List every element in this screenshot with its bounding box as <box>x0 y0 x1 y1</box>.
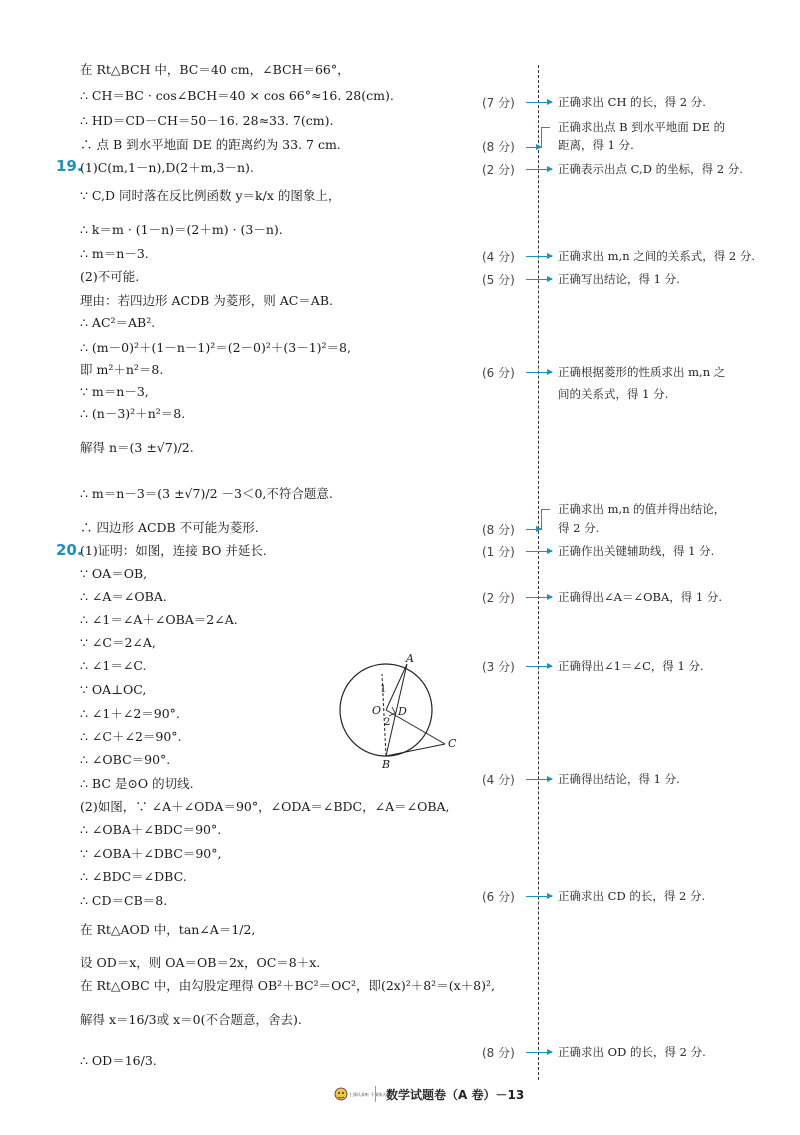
circle-geometry-figure <box>336 652 466 770</box>
arrow-connector <box>526 666 552 667</box>
solution-line: ∵ OA⊥OC, <box>80 682 147 697</box>
scoring-note: 正确求出 m,n 之间的关系式，得 2 分. <box>558 249 756 263</box>
arrow-connector <box>526 551 552 552</box>
arrow-connector <box>526 779 552 780</box>
solution-line: ∵ ∠C＝2∠A, <box>80 635 156 650</box>
solution-line: ∴ ∠1＝∠C. <box>80 658 147 673</box>
solution-line: ∴ ∠C＋∠2＝90°. <box>80 729 182 744</box>
solution-line: 设 OD＝x，则 OA＝OB＝2x，OC＝8＋x. <box>80 955 321 970</box>
logo-text: 上课认真听 下课练天天 <box>349 1092 391 1097</box>
solution-line: ∵ OA＝OB, <box>80 566 148 581</box>
scoring-note: 正确根据菱形的性质求出 m,n 之 <box>558 365 726 379</box>
solution-line: 解得 n＝(3 ±√7)/2. <box>80 440 194 455</box>
score-label: (8 分) <box>482 1046 515 1060</box>
solution-line: ∴ ∠OBC＝90°. <box>80 752 171 767</box>
score-label: (5 分) <box>482 273 515 287</box>
segment-oc <box>386 710 445 744</box>
solution-line: ∴ (m－0)²＋(1－n－1)²＝(2－0)²＋(3－1)²＝8, <box>80 340 351 355</box>
scoring-note: 正确得出∠A＝∠OBA，得 1 分. <box>558 590 723 604</box>
score-label: (8 分) <box>482 523 515 537</box>
arrow-connector <box>526 169 552 170</box>
solution-line: ∴ HD＝CD－CH＝50－16. 28≈33. 7(cm). <box>80 113 334 128</box>
score-label: (1 分) <box>482 545 515 559</box>
arrow-connector <box>526 529 541 530</box>
solution-line: 理由：若四边形 ACDB 为菱形，则 AC＝AB. <box>80 293 333 308</box>
scoring-note: 间的关系式，得 1 分. <box>558 387 669 401</box>
scoring-note: 得 2 分. <box>558 521 600 535</box>
arrow-connector <box>526 256 552 257</box>
solution-line: ∴ k＝m · (1－n)＝(2＋m) · (3－n). <box>80 222 283 237</box>
arrow-connector <box>526 279 552 280</box>
score-label: (2 分) <box>482 591 515 605</box>
scoring-note: 正确求出 m,n 的值并得出结论， <box>558 502 726 516</box>
solution-line: ∴ ∠BDC＝∠DBC. <box>80 869 187 884</box>
logo-mascot-icon <box>334 1084 391 1106</box>
score-label: (4 分) <box>482 773 515 787</box>
margin-divider <box>538 65 539 1080</box>
scoring-note: 距离，得 1 分. <box>558 138 634 152</box>
solution-line: (2)不可能. <box>80 269 140 284</box>
solution-line: ∴ ∠OBA＋∠BDC＝90°. <box>80 822 222 837</box>
question-number: 19. <box>56 157 83 175</box>
label-2: 2 <box>384 717 391 728</box>
solution-line: ∵ m＝n－3, <box>80 384 149 399</box>
score-label: (8 分) <box>482 140 515 154</box>
segment-oa <box>386 664 407 710</box>
solution-line: ∴ OD＝16/3. <box>80 1053 157 1068</box>
scoring-note: 正确得出结论，得 1 分. <box>558 772 680 786</box>
solution-line: ∴ CD＝CB＝8. <box>80 893 168 908</box>
solution-line: ∴ ∠A＝∠OBA. <box>80 589 167 604</box>
solution-line: 在 Rt△AOD 中，tan∠A＝1/2, <box>80 922 256 937</box>
label-1: 1 <box>380 684 387 695</box>
score-label: (6 分) <box>482 890 515 904</box>
question-number: 20. <box>56 541 83 559</box>
label-a: A <box>406 652 414 665</box>
solution-line: ∴ m＝n－3. <box>80 246 149 261</box>
solution-line: ∴ AC²＝AB². <box>80 315 156 330</box>
arrow-connector <box>526 372 552 373</box>
score-label: (2 分) <box>482 163 515 177</box>
solution-line: ∴ BC 是⊙O 的切线. <box>80 776 194 791</box>
solution-line: 在 Rt△BCH 中，BC＝40 cm，∠BCH＝66°， <box>80 62 350 77</box>
solution-line: ∴ CH＝BC · cos∠BCH＝40 × cos 66°≈16. 28(cm). <box>80 88 394 103</box>
scoring-note: 正确求出 CH 的长，得 2 分. <box>558 95 706 109</box>
scoring-note: 正确得出∠1＝∠C，得 1 分. <box>558 659 704 673</box>
scoring-note: 正确写出结论，得 1 分. <box>558 272 680 286</box>
footer-separator <box>375 1086 376 1102</box>
scoring-note: 正确求出点 B 到水平地面 DE 的 <box>558 120 726 134</box>
solution-line: ∴ ∠1＝∠A＋∠OBA＝2∠A. <box>80 612 238 627</box>
solution-line: ∴ m＝n－3＝(3 ±√7)/2 －3＜0,不符合题意. <box>80 486 333 501</box>
bracket-connector <box>541 127 550 148</box>
scoring-note: 正确求出 CD 的长，得 2 分. <box>558 889 706 903</box>
score-label: (6 分) <box>482 366 515 380</box>
solution-line: 在 Rt△OBC 中，由勾股定理得 OB²＋BC²＝OC²，即(2x)²＋8²＝(x＋8)², <box>80 978 495 993</box>
solution-line: 即 m²＋n²＝8. <box>80 362 164 377</box>
solution-line: ∵ C,D 同时落在反比例函数 y＝k/x 的图象上， <box>80 188 341 203</box>
label-d: D <box>398 705 407 718</box>
solution-line: ∴ 四边形 ACDB 不可能为菱形. <box>80 520 259 535</box>
scoring-note: 正确作出关键辅助线，得 1 分. <box>558 544 715 558</box>
label-b: B <box>382 758 391 771</box>
label-o: O <box>372 704 382 717</box>
arrow-connector <box>526 597 552 598</box>
solution-line: (1)证明：如图，连接 BO 并延长. <box>80 543 267 558</box>
solution-line: ∵ ∠OBA＋∠DBC＝90°, <box>80 846 222 861</box>
arrow-connector <box>526 102 552 103</box>
arrow-connector <box>526 896 552 897</box>
bracket-connector <box>541 509 550 530</box>
arrow-connector <box>526 1052 552 1053</box>
solution-line: (1)C(m,1－n),D(2＋m,3－n). <box>80 160 254 175</box>
solution-line: ∴ ∠1＋∠2＝90°. <box>80 706 180 721</box>
solution-line: ∴ (n－3)²＋n²＝8. <box>80 406 186 421</box>
label-c: C <box>448 737 457 750</box>
score-label: (4 分) <box>482 250 515 264</box>
score-label: (7 分) <box>482 96 515 110</box>
arrow-connector <box>526 147 541 148</box>
score-label: (3 分) <box>482 660 515 674</box>
scoring-note: 正确表示出点 C,D 的坐标，得 2 分. <box>558 162 743 176</box>
solution-line: ∴ 点 B 到水平地面 DE 的距离约为 33. 7 cm. <box>80 137 341 152</box>
solution-line: (2)如图，∵ ∠A＋∠ODA＝90°，∠ODA＝∠BDC，∠A＝∠OBA, <box>80 799 450 814</box>
footer-title: 数学试题卷（A 卷）－13 <box>386 1088 525 1102</box>
scoring-note: 正确求出 OD 的长，得 2 分. <box>558 1045 706 1059</box>
solution-line: 解得 x＝16/3或 x＝0(不合题意，舍去). <box>80 1012 302 1027</box>
